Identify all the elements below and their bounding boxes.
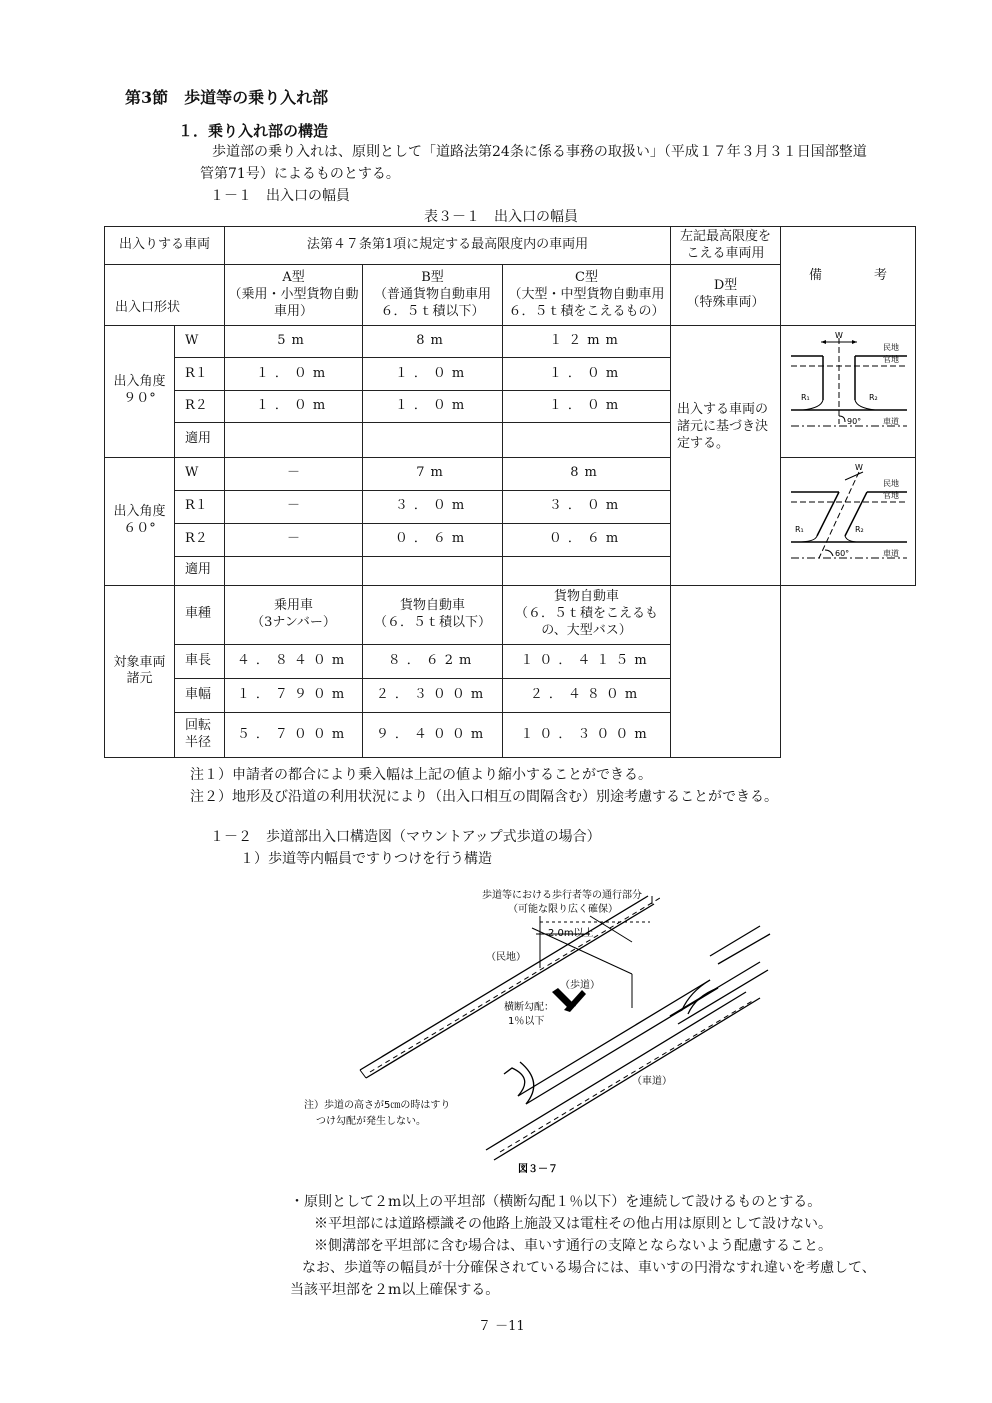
diag90-shado: 車道 [883, 417, 900, 427]
fig-label-note2: つけ勾配が発生しない。 [316, 1116, 426, 1127]
cell: １．０m [503, 390, 671, 422]
row-label-turn: 回転 半径 [175, 713, 225, 758]
diag90-r1: R₁ [801, 393, 810, 403]
remarks-empty [671, 585, 781, 757]
paragraph-line-2: 当該平坦部を２m以上確保する。 [290, 1282, 500, 1298]
cell [363, 556, 503, 585]
diag60-angle: 60° [835, 549, 850, 559]
cell: ２．３００m [363, 679, 503, 713]
row-label-apply: 適用 [175, 423, 225, 457]
diag90-r2: R₂ [869, 393, 878, 403]
cell: １０．３００m [503, 713, 671, 758]
group-angle-90: 出入角度 ９０° [105, 326, 175, 457]
type-d-note: 出入する車両の 諸元に基づき決 定する。 [671, 326, 781, 586]
cell: ０．６m [363, 523, 503, 556]
cell: １．０m [363, 358, 503, 390]
cell: ９．４００m [363, 713, 503, 758]
diag60-r2: R₂ [855, 525, 864, 535]
page-number: ７ －11 [478, 1319, 525, 1334]
intro-line-1: 歩道部の乗り入れは、原則として「道路法第24条に係る事務の取扱い」（平成１７年３月３１日国部整道 [212, 144, 867, 160]
header-type-a: A型 （乗用・小型貨物自動 車用） [225, 265, 363, 326]
cell: ５．７００m [225, 713, 363, 758]
header-shape: 出入口形状 [105, 265, 225, 326]
row-label-width: 車幅 [175, 679, 225, 713]
fig-label-note1: 注）歩道の高さが5㎝の時はすり [304, 1100, 451, 1111]
cell: ２．４８０m [503, 679, 671, 713]
cell: １２mm [503, 326, 671, 358]
table-caption: 表３－１ 出入口の幅員 [424, 209, 578, 225]
cell: 乗用車 （3ナンバー） [225, 585, 363, 644]
intro-line-2: 管第71号）によるものとする。 [200, 166, 400, 182]
diag90-minchi: 民地 [883, 343, 900, 353]
cell: 8m [363, 326, 503, 358]
diagram-90-cell [781, 326, 916, 457]
header-law-vehicles: 法第４７条第1項に規定する最高限度内の車両用 [225, 227, 671, 265]
header-over-limit: 左記最高限度を こえる車両用 [671, 227, 781, 265]
cell: １．０m [503, 358, 671, 390]
row-label-w: W [175, 326, 225, 358]
fig-caption: 図３－７ [518, 1164, 558, 1175]
heading-structure: １．乗り入れ部の構造 [178, 122, 329, 140]
entrance-width-table [104, 226, 916, 758]
cell: 7m [363, 457, 503, 490]
section-title: 第3節 歩道等の乗り入れ部 [125, 88, 329, 107]
diag60-kanchi: 官地 [883, 491, 900, 501]
header-remarks: 備 考 [781, 227, 916, 326]
cell: ０．６m [503, 523, 671, 556]
cell: － [225, 490, 363, 523]
row-label-apply: 適用 [175, 556, 225, 585]
row-label-r2: R２ [175, 390, 225, 422]
diagram-60-cell [781, 457, 916, 585]
cell: 貨物自動車 （６．５ｔ積以下） [363, 585, 503, 644]
row-label-kind: 車種 [175, 585, 225, 644]
cell: 貨物自動車 （６．５ｔ積をこえるも の、大型バス） [503, 585, 671, 644]
paragraph-line-1: なお、歩道等の幅員が十分確保されている場合には、車いすの円滑なすれ違いを考慮して、 [302, 1260, 876, 1276]
subheading-1-2-1: １）歩道等内幅員ですりつけを行う構造 [240, 851, 492, 867]
diag60-shado: 車道 [883, 549, 900, 559]
cell: １．０m [225, 358, 363, 390]
cell: １．０m [363, 390, 503, 422]
fig-label-slope2: 1％以下 [508, 1016, 545, 1027]
row-label-length: 車長 [175, 644, 225, 678]
diagram-90-degree [783, 328, 913, 448]
sidewalk-structure-figure [290, 882, 810, 1177]
header-vehicle: 出入りする車両 [105, 227, 225, 265]
cell: ４．８４０m [225, 644, 363, 678]
fig-label-hodo: （歩道） [560, 980, 600, 991]
fig-label-minchi: （民地） [486, 952, 526, 963]
cell [225, 423, 363, 457]
note-2: 注２）地形及び沿道の利用状況により（出入口相互の間隔含む）別途考慮することができる。 [190, 789, 778, 805]
cell: １０．４１５m [503, 644, 671, 678]
fig-label-slope1: 横断勾配： [504, 1002, 554, 1013]
subheading-1-2: １－２ 歩道部出入口構造図（マウントアップ式歩道の場合） [210, 829, 601, 845]
cell: － [225, 457, 363, 490]
diag60-r1: R₁ [795, 525, 804, 535]
cell [225, 556, 363, 585]
cell: 8m [503, 457, 671, 490]
group-angle-60: 出入角度 ６０° [105, 457, 175, 585]
cell [503, 556, 671, 585]
cell [503, 423, 671, 457]
cell: ３．０m [503, 490, 671, 523]
group-vehicle-specs: 対象車両 諸元 [105, 585, 175, 757]
cell: １．７９０m [225, 679, 363, 713]
cell [363, 423, 503, 457]
bullet-flat-section: ・原則として２m以上の平坦部（横断勾配１％以下）を連続して設けるものとする。 [290, 1194, 822, 1210]
header-type-c: C型 （大型・中型貨物自動車用 ６．５ｔ積をこえるもの） [503, 265, 671, 326]
row-label-r2: R２ [175, 523, 225, 556]
diag60-w: W [855, 463, 863, 473]
diag60-minchi: 民地 [883, 479, 900, 489]
bullet-gutter: ※側溝部を平坦部に含む場合は、車いす通行の支障とならないよう配慮すること。 [314, 1238, 832, 1254]
row-label-w: W [175, 457, 225, 490]
fig-label-top1: 歩道等における歩行者等の通行部分 [482, 890, 642, 901]
diag90-kanchi: 官地 [883, 355, 900, 365]
note-1: 注１）申請者の都合により乗入幅は上記の値より縮小することができる。 [190, 767, 652, 783]
fig-label-width: 2.0m以上 [548, 928, 594, 939]
subheading-1-1: １－１ 出入口の幅員 [210, 188, 350, 204]
fig-label-top2: （可能な限り広く確保） [508, 904, 618, 915]
cell: － [225, 523, 363, 556]
row-label-r1: R１ [175, 358, 225, 390]
diagram-60-degree [783, 458, 913, 578]
cell: ３．０m [363, 490, 503, 523]
cell: 5m [225, 326, 363, 358]
cell: ８．６2m [363, 644, 503, 678]
header-type-d: D型 （特殊車両） [671, 265, 781, 326]
row-label-r1: R１ [175, 490, 225, 523]
fig-label-shado: （車道） [632, 1076, 672, 1087]
diag90-angle: 90° [847, 417, 862, 427]
cell: １．０m [225, 390, 363, 422]
header-type-b: B型 （普通貨物自動車用 ６．５ｔ積以下） [363, 265, 503, 326]
bullet-no-obstacles: ※平坦部には道路標識その他路上施設又は電柱その他占用は原則として設けない。 [314, 1216, 832, 1232]
diag90-w: W [835, 331, 843, 341]
